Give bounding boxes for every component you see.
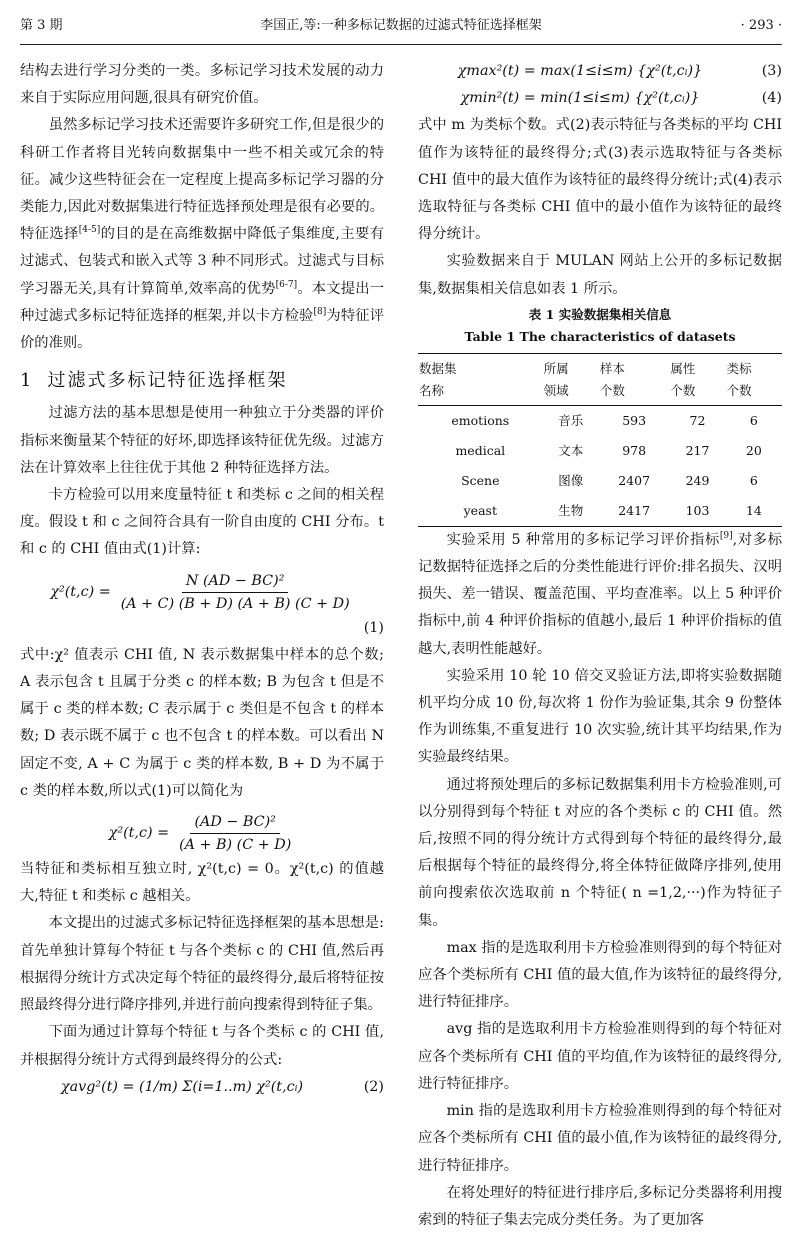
section-heading: 1 过滤式多标记特征选择框架 bbox=[20, 370, 288, 392]
paragraph: 式中:χ² 值表示 CHI 值, N 表示数据集中样本的总个数; A 表示包含 t 且属于分类 c 的样本数; B 为包含 t 但是不属于 c 类的样本数; C 表示属于 c 类但是不包含 t 的样本数; D 表示既不属于 c 也不包含 t 的样本数。可以看出 N 固定不变, A + C 为属于 c 类的样本数, B + D 为不属于 c 类的样本数,所以式(1)可以简化为 bbox=[20, 646, 384, 799]
table-cell: 593 bbox=[622, 412, 647, 428]
table-header: 属性 bbox=[669, 353, 725, 380]
equation-4: χmin²(t) = min(1≤i≤m) {χ²(t,cᵢ)} (4) bbox=[460, 90, 782, 107]
table-cell: 6 bbox=[749, 472, 758, 488]
paragraph: 过滤方法的基本思想是使用一种独立于分类器的评价指标来衡量某个特征的好坏,即选择该特征优先级。过滤方法在计算效率上往往优于其他 2 种特征选择方法。 bbox=[20, 405, 384, 476]
table-header: 个数 bbox=[726, 380, 782, 406]
datasets-table bbox=[418, 353, 782, 527]
table-cell: 103 bbox=[669, 496, 725, 527]
table-cell: 72 bbox=[689, 412, 706, 428]
table-cell: 20 bbox=[745, 442, 762, 458]
table-caption-cn: 表 1 实验数据集相关信息 bbox=[528, 306, 672, 322]
table-header: 个数 bbox=[669, 380, 725, 406]
paragraph: 实验采用 10 轮 10 倍交叉验证方法,即将实验数据随机平均分成 10 份,每次将 1 份作为验证集,其余 9 份整体作为训练集,不重复进行 10 次实验,统计其平均结果,作为实验最终结果。 bbox=[418, 667, 782, 766]
equation-number: (1) bbox=[363, 619, 384, 636]
table-row bbox=[418, 466, 782, 496]
table-header: 名称 bbox=[418, 380, 543, 406]
citation: [4-5] bbox=[78, 225, 101, 236]
table-cell: 2417 bbox=[599, 496, 669, 527]
paragraph: max 指的是选取利用卡方检验准则得到的每个特征对应各个类标所有 CHI 值的最大值,作为该特征的最终得分,进行特征排序。 bbox=[418, 939, 782, 1011]
issue-number: 第 3 期 bbox=[20, 18, 63, 33]
citation: [9] bbox=[719, 531, 733, 542]
equation-1: χ²(t,c) = $\frac{\text{N (AD − BC)²}}{(A + C) (B + D) (A + B) (C + D)}$ bbox=[20, 570, 384, 615]
paragraph: 虽然多标记学习技术还需要许多研究工作,但是很少的科研工作者将目光转向数据集中一些不相关或冗余的特征。减少这些特征会在一定程度上提高多标记学习器的分类能力,因此对数据集进行特征选择预处理是很有必要的。特征选择[4-5]的目的是在高维数据中降低子集维度,主要有过滤式、包装式和嵌入式等 3 种不同形式。过滤式与目标学习器无关,具有计算简单,效率高的优势[6-7]。本文提出一种过滤式多标记特征选择的框架,并以卡方检验[8]为特征评价的准则。 bbox=[20, 117, 385, 352]
left-column bbox=[20, 58, 384, 1101]
table-cell: 生物 bbox=[543, 496, 599, 527]
running-header bbox=[20, 14, 782, 38]
table-header: 所属 bbox=[543, 353, 599, 380]
page-number: · 293 · bbox=[740, 18, 782, 33]
equation-1-simplified: χ²(t,c) = $\frac{\text{(AD − BC)²}}{(A + B) (C + D)}$ bbox=[20, 811, 384, 856]
table-row bbox=[418, 405, 782, 436]
equation-2: χavg²(t) = (1/m) Σ(i=1..m) χ²(t,cᵢ) (2) bbox=[60, 1078, 384, 1095]
table-cell: emotions bbox=[451, 412, 510, 428]
table-row bbox=[418, 436, 782, 466]
table-cell: 978 bbox=[622, 442, 647, 458]
table-cell: 音乐 bbox=[558, 412, 584, 428]
table-caption-en: Table 1 The characteristics of datasets bbox=[464, 328, 736, 344]
paragraph: avg 指的是选取利用卡方检验准则得到的每个特征对应各个类标所有 CHI 值的平均值,作为该特征的最终得分,进行特征排序。 bbox=[418, 1021, 782, 1092]
paragraph: 当特征和类标相互独立时, χ²(t,c) = 0。χ²(t,c) 的值越大,特征 t 和类标 c 越相关。 bbox=[20, 861, 384, 905]
table-header: 领域 bbox=[543, 380, 599, 406]
table-cell: 6 bbox=[749, 412, 758, 428]
paragraph: 下面为通过计算每个特征 t 与各个类标 c 的 CHI 值,并根据得分统计方式得到最终得分的公式: bbox=[20, 1024, 384, 1068]
table-cell: 2407 bbox=[618, 472, 651, 488]
table-row bbox=[418, 496, 782, 527]
paragraph: 式中 m 为类标个数。式(2)表示特征与各类标的平均 CHI 值作为该特征的最终得分;式(3)表示选取特征与各类标 CHI 值中的最大值作为该特征的最终得分统计;式(4)表示选取特征与各类标 CHI 值中的最小值作为该特征的最终得分统计。 bbox=[418, 117, 782, 243]
table-header: 样本 bbox=[599, 353, 669, 380]
paragraph: 卡方检验可以用来度量特征 t 和类标 c 之间的相关程度。假设 t 和 c 之间符合具有一阶自由度的 CHI 分布。t 和 c 的 CHI 值由式(1)计算: bbox=[20, 487, 384, 558]
table-cell: 文本 bbox=[558, 442, 584, 458]
citation: [6-7] bbox=[275, 279, 298, 290]
table-header: 个数 bbox=[599, 380, 669, 406]
table-cell: 图像 bbox=[558, 472, 584, 488]
table-cell: 217 bbox=[685, 442, 710, 458]
paragraph: 实验数据来自于 MULAN 网站上公开的多标记数据集,数据集相关信息如表 1 所示。 bbox=[418, 253, 782, 297]
paragraph: 实验采用 5 种常用的多标记学习评价指标[9],对多标记数据特征选择之后的分类性能进行评价:排名损失、汉明损失、差一错误、覆盖范围、平均查准率。以上 5 种评价指标中,前 4 种评价指标的值越小,最后 1 种评价指标的值越大,表明性能越好。 bbox=[418, 531, 782, 657]
paragraph: 结构去进行学习分类的一类。多标记学习技术发展的动力来自于实际应用问题,很具有研究价值。 bbox=[20, 63, 384, 107]
equation-3: χmax²(t) = max(1≤i≤m) {χ²(t,cᵢ)} (3) bbox=[457, 63, 782, 79]
running-title: 李国正,等:一种多标记数据的过滤式特征选择框架 bbox=[260, 18, 542, 33]
table-cell: 249 bbox=[685, 472, 710, 488]
table-cell: Scene bbox=[461, 472, 500, 488]
paragraph: 在将处理好的特征进行排序后,多标记分类器将利用搜索到的特征子集去完成分类任务。为了更加客 bbox=[418, 1184, 782, 1228]
paragraph: 通过将预处理后的多标记数据集利用卡方检验准则,可以分别得到每个特征 t 对应的各个类标 c 的 CHI 值。然后,按照不同的得分统计方式得到每个特征的最终得分,最后根据每个特征的最终得分,将全体特征做降序排列,使用前向搜索依次选取前 n 个特征( n =1,2,···)作为特征子集。 bbox=[418, 776, 782, 929]
table-cell: 14 bbox=[726, 496, 782, 527]
paragraph: 本文提出的过滤式多标记特征选择框架的基本思想是:首先单独计算每个特征 t 与各个类标 c 的 CHI 值,然后再根据得分统计方式决定每个特征的最终得分,最后将特征按照最终得分进行降序排列,并进行前向搜索得到特征子集。 bbox=[20, 915, 384, 1014]
citation: [8] bbox=[313, 307, 327, 318]
header-rule bbox=[20, 44, 782, 45]
table-header: 数据集 bbox=[418, 353, 543, 380]
table-cell: yeast bbox=[418, 496, 543, 527]
right-column bbox=[418, 58, 782, 1234]
table-header: 类标 bbox=[726, 353, 782, 380]
table-cell: medical bbox=[455, 442, 506, 458]
paragraph: min 指的是选取利用卡方检验准则得到的每个特征对应各个类标所有 CHI 值的最小值,作为该特征的最终得分,进行特征排序。 bbox=[418, 1103, 782, 1174]
